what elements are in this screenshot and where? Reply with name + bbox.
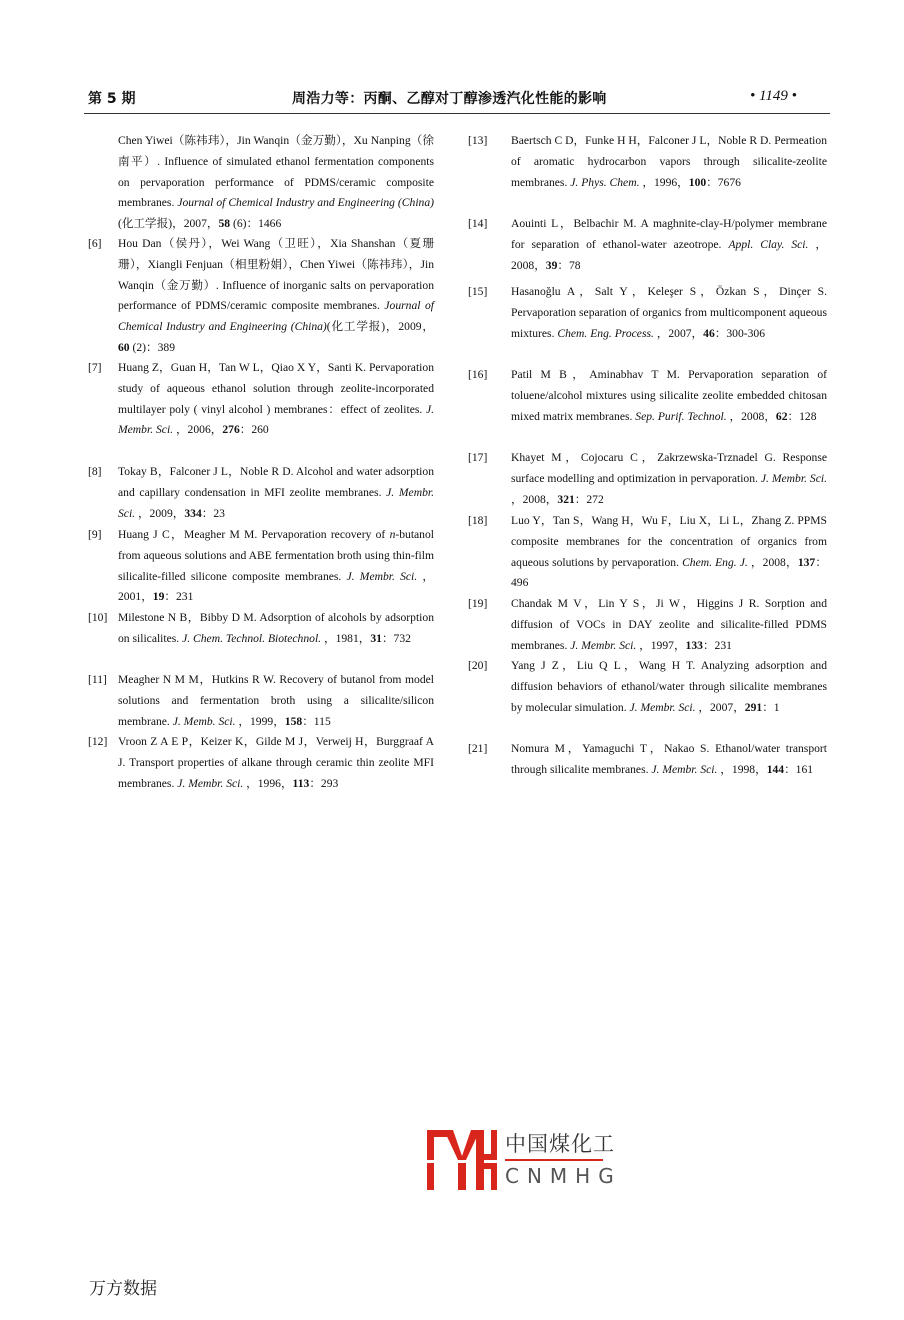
reference-text [118, 462, 434, 524]
reference-text [511, 214, 827, 276]
reference-number: [11] [88, 673, 107, 686]
reference-segment: ：231 [164, 590, 194, 604]
reference-text [118, 732, 434, 794]
logo-chinese-text: 中国煤化工 [505, 1132, 615, 1156]
reference-segment: ，2008， [511, 237, 828, 272]
reference-number: [20] [468, 659, 488, 672]
reference-segment: ，1998， [717, 762, 767, 776]
reference-segment: Nomura M，Yamaguchi T，Nakao S. Ethanol/water transport through silicalite membranes. [511, 742, 827, 776]
reference-segment: ，2008， [747, 555, 798, 569]
running-title: 周浩力等：丙酮、乙醇对丁醇渗透汽化性能的影响 [292, 91, 607, 107]
reference-segment: ，2009， [135, 506, 185, 520]
reference-segment: ：161 [784, 762, 814, 776]
reference-number: [16] [468, 368, 488, 381]
reference-segment: Chem. Eng. Process. [557, 326, 654, 340]
reference-number: [7] [88, 361, 102, 374]
reference-segment: (化工学报)，2009， [326, 320, 434, 334]
reference-segment: ，1997， [636, 638, 686, 652]
reference-segment: -butanol from aqueous solutions and ABE fermentation broth using thin-film silicalite-filled silicone composite membranes. [118, 528, 434, 583]
reference-text [511, 448, 827, 510]
reference-segment: ：272 [574, 492, 604, 506]
reference-segment: (2)：389 [129, 340, 175, 354]
reference-segment: ，2007， [653, 326, 704, 340]
reference-segment: 276 [222, 423, 240, 437]
reference-segment: ，2001， [118, 569, 434, 604]
reference-number: [21] [468, 742, 488, 755]
reference-segment: Hasanoğlu A，Salt Y，Keleşer S，Özkan S，Dinçer S. Pervaporation separation of organics from multicomponent aqueous mixtures. [511, 285, 827, 340]
reference-segment: ，1999， [235, 714, 285, 728]
reference-segment: (化工学报)，2007， [118, 217, 219, 231]
header-rule [84, 113, 830, 114]
reference-number: [19] [468, 597, 488, 610]
reference-segment: n [389, 528, 396, 541]
reference-segment: Huang J C，Meagher M M. Pervaporation recovery of [118, 528, 390, 541]
reference-number: [15] [468, 285, 488, 298]
wanfang-watermark: 万方数据 [89, 1279, 157, 1299]
reference-text [511, 594, 827, 656]
reference-segment: ：293 [309, 776, 339, 790]
reference-segment: 144 [766, 762, 785, 776]
reference-segment: J. Membr. Sci. [177, 776, 244, 790]
reference-segment: 58 [218, 217, 231, 231]
reference-segment: ：300-306 [714, 326, 765, 340]
issue-number: 第 5 期 [88, 91, 136, 107]
reference-segment: ：128 [787, 409, 817, 423]
reference-segment: J. Phys. Chem. [570, 175, 640, 189]
reference-segment: ，2006， [173, 423, 223, 437]
reference-segment: Chem. Eng. J. [682, 555, 748, 569]
reference-segment: Milestone N B，Bibby D M. Adsorption of alcohols by adsorption on silicalites. [118, 611, 434, 645]
reference-segment: 62 [775, 409, 788, 423]
reference-segment: Journal of Chemical Industry and Engineering (China) [177, 196, 434, 210]
reference-number: [9] [88, 528, 102, 541]
reference-segment: Patil M B，Aminabhav T M. Pervaporation separation of toluene/alcohol mixtures using silicalite zeolite embedded chitosan mixed matrix membranes. [511, 368, 827, 423]
logo-english-text: CNMHG [505, 1164, 622, 1188]
reference-segment: ：78 [557, 258, 581, 272]
reference-segment: 113 [292, 776, 310, 790]
reference-number: [10] [88, 611, 108, 624]
reference-segment: J. Membr. Sci. [118, 402, 434, 437]
reference-segment: Vroon Z A E P，Keizer K，Gilde M J，Verweij H，Burggraaf A J. Transport properties of alkane through ceramic thin zeolite MFI membranes. [118, 735, 434, 790]
reference-segment: ，1996， [639, 175, 689, 189]
reference-text [118, 358, 434, 441]
reference-segment: Appl. Clay. Sci. [728, 237, 809, 251]
page-number: • 1149 • [750, 88, 797, 104]
reference-segment: Sep. Purif. Technol. [635, 409, 727, 423]
reference-text [511, 656, 827, 718]
reference-text [511, 282, 827, 344]
reference-number: [13] [468, 134, 488, 147]
reference-segment: ：496 [511, 555, 827, 590]
reference-segment: ，2008， [511, 492, 558, 506]
reference-segment: Hou Dan（侯丹），Wei Wang（卫旺），Xia Shanshan（夏珊珊），Xiangli Fenjuan（相里粉娟），Chen Yiwei（陈祎玮），Jin Wanqin（金万勤）. Influence of inorganic salts on pervaporation performance of PDMS/ceramic composite membranes. [118, 237, 434, 313]
reference-text [511, 365, 827, 427]
reference-text [118, 131, 434, 235]
reference-segment: Meagher N M M，Hutkins R W. Recovery of butanol from model solutions and fermentation broth using a silicalite/silicon membrane. [118, 673, 434, 728]
reference-segment: ，1981， [321, 631, 371, 645]
reference-segment: 60 [118, 340, 130, 354]
reference-segment: Baertsch C D，Funke H H，Falconer J L，Noble R D. Permeation of aromatic hydrocarbon vapors through silicalite-zeolite membranes. [511, 134, 827, 189]
reference-segment: ：115 [302, 714, 331, 728]
reference-segment: J. Membr. Sci. [651, 762, 718, 776]
reference-text [118, 525, 434, 608]
reference-segment: ：7676 [706, 175, 741, 189]
reference-text [118, 670, 434, 732]
reference-segment: J. Membr. Sci. [346, 569, 418, 583]
reference-number: [18] [468, 514, 488, 527]
reference-number: [8] [88, 465, 102, 478]
reference-number: [6] [88, 237, 102, 250]
reference-segment: ：23 [201, 506, 225, 520]
reference-segment: J. Chem. Technol. Biotechnol. [182, 631, 322, 645]
reference-segment: (6)：1466 [230, 217, 282, 231]
logo-divider [505, 1159, 603, 1161]
reference-segment: J. Membr. Sci. [760, 471, 827, 485]
reference-segment: Huang Z，Guan H，Tan W L，Qiao X Y，Santi K. Pervaporation study of aqueous ethanol solution through zeolite-incorporated multilayer poly ( vinyl alcohol ) membranes：effect of zeolites. [118, 361, 434, 416]
reference-number: [14] [468, 217, 488, 230]
reference-text [118, 234, 434, 359]
reference-segment: 137 [797, 555, 816, 569]
cnmhg-logo [427, 1128, 727, 1192]
reference-segment: Aouinti L，Belbachir M. A maghnite-clay-H/polymer membrane for separation of ethanol-water azeotrope. [511, 217, 827, 251]
reference-segment: Khayet M，Cojocaru C，Zakrzewska-Trznadel G. Response surface modelling and optimization in pervaporation. [511, 451, 827, 485]
reference-text [511, 511, 827, 594]
reference-segment: ：260 [239, 423, 269, 437]
reference-segment: 291 [744, 700, 763, 714]
reference-segment: Journal of Chemical Industry and Engineering (China) [118, 299, 435, 334]
reference-segment: 100 [688, 175, 707, 189]
reference-segment: J. Membr. Sci. [570, 638, 637, 652]
reference-segment: 321 [557, 492, 575, 506]
reference-segment: J. Membr. Sci. [118, 485, 434, 520]
reference-segment: ，2007， [695, 700, 745, 714]
reference-segment: J. Memb. Sci. [172, 714, 236, 728]
reference-number: [17] [468, 451, 488, 464]
reference-segment: J. Membr. Sci. [629, 700, 696, 714]
reference-segment: 19 [152, 590, 165, 604]
reference-segment: Chen Yiwei（陈祎玮），Jin Wanqin（金万勤），Xu Nanping（徐南平）. Influence of simulated ethanol fermentation components on pervaporation performance of PDMS/ceramic composite membranes. [118, 134, 434, 210]
reference-segment: 133 [685, 638, 703, 652]
reference-segment: 46 [703, 326, 715, 340]
reference-segment: 158 [284, 714, 303, 728]
reference-segment: Tokay B，Falconer J L，Noble R D. Alcohol and water adsorption and capillary condensation in MFI zeolite membranes. [118, 465, 434, 499]
reference-segment: ，2008， [726, 409, 776, 423]
reference-segment: Chandak M V，Lin Y S，Ji W，Higgins J R. Sorption and diffusion of VOCs in DAY zeolite and silicalite-filled PDMS membranes. [511, 597, 827, 652]
reference-segment: Yang J Z，Liu Q L，Wang H T. Analyzing adsorption and diffusion behaviors of ethanol/water through silicalite membranes by molecular simulation. [511, 659, 827, 714]
mh-logo-icon [427, 1130, 497, 1192]
reference-segment: 31 [370, 631, 382, 645]
reference-segment: Luo Y，Tan S，Wang H，Wu F，Liu X，Li L，Zhang Z. PPMS composite membranes for the concentration of organics from aqueous solutions by pervaporation. [511, 514, 827, 569]
reference-text [511, 131, 827, 193]
reference-segment: ：231 [702, 638, 732, 652]
reference-text [511, 739, 827, 781]
reference-segment: ：732 [381, 631, 411, 645]
reference-segment: 334 [184, 506, 202, 520]
reference-text [118, 608, 434, 650]
reference-number: [12] [88, 735, 108, 748]
reference-segment: ：1 [762, 700, 780, 714]
reference-segment: 39 [545, 258, 558, 272]
reference-segment: ，1996， [243, 776, 293, 790]
